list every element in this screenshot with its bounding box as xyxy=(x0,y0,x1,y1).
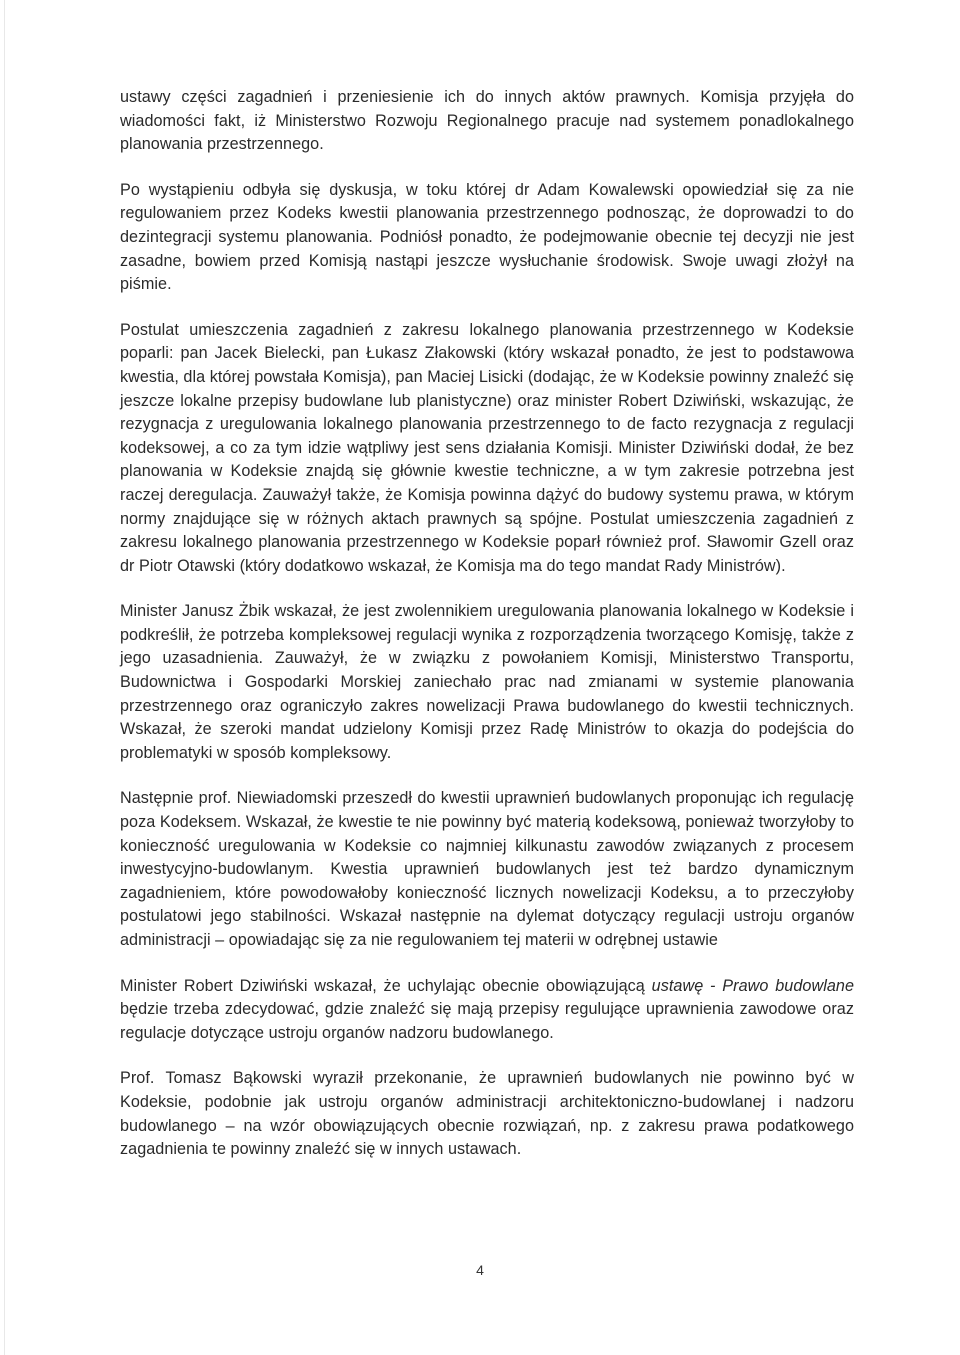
body-text xyxy=(120,86,854,1184)
paragraph-6-text-a: Minister Robert Dziwiński wskazał, że uchylając obecnie obowiązującą xyxy=(120,976,652,995)
paragraph-5 xyxy=(120,787,854,952)
paragraph-7-text: Prof. Tomasz Bąkowski wyraził przekonanie, że uprawnień budowlanych nie powinno być w Kodeksie, podobnie jak ustroju organów administracji architektoniczno-budowlanej i nadzoru budowlanego – na wzór obowiązujących obecnie rozwiązań, np. z zakresu prawa podatkowego zagadnienia te powinny znaleźć się w innych ustawach. xyxy=(120,1069,854,1159)
paragraph-4 xyxy=(120,600,854,765)
paragraph-7 xyxy=(120,1067,854,1161)
paragraph-2 xyxy=(120,179,854,297)
page-number: 4 xyxy=(476,1262,484,1278)
paragraph-6-text-b: będzie trzeba zdecydować, gdzie znaleźć się mają przepisy regulujące uprawnienia zawodowe oraz regulacje dotyczące ustroju organów nadzoru budowlanego. xyxy=(120,1000,854,1042)
paragraph-1-text: ustawy części zagadnień i przeniesienie ich do innych aktów prawnych. Komisja przyjęła do wiadomości fakt, iż Ministerstwo Rozwoju Regionalnego pracuje nad systemem ponadlokalnego planowania przestrzennego. xyxy=(120,88,854,154)
paragraph-5-text: Następnie prof. Niewiadomski przeszedł do kwestii uprawnień budowlanych proponując ich regulację poza Kodeksem. Wskazał, że kwestie te nie powinny być materią kodeksową, ponieważ tworzyłoby to konieczność uregulowania w Kodeksie co najmniej kilkunastu zawodów związanych z procesem inwestycyjno-budowlanym. Kwestia uprawnień budowlanych jest też bardzo dynamicznym zagadnieniem, które powodowałoby konieczność licznych nowelizacji Kodeksu, a to przeczyłoby postulatowi jego stabilności. Wskazał następnie na dylemat dotyczący regulacji ustroju organów administracji – opowiadając się za nie regulowaniem tej materii w odrębnej ustawie xyxy=(120,789,854,949)
paragraph-3 xyxy=(120,319,854,579)
paragraph-6 xyxy=(120,975,854,1046)
paragraph-2-text: Po wystąpieniu odbyła się dyskusja, w toku której dr Adam Kowalewski opowiedział się za nie regulowaniem przez Kodeks kwestii planowania przestrzennego podnosząc, że doprowadzi to do dezintegracji systemu planowania. Podniósł ponadto, że podejmowanie obecnie tej decyzji nie jest zasadne, bowiem przed Komisją nastąpi jeszcze wysłuchanie środowisk. Swoje uwagi złożył na piśmie. xyxy=(120,180,854,294)
scan-edge-line xyxy=(4,0,5,1355)
paragraph-6-italic-title: ustawę - Prawo budowlane xyxy=(651,976,854,995)
paragraph-1 xyxy=(120,86,854,157)
paragraph-3-text: Postulat umieszczenia zagadnień z zakresu lokalnego planowania przestrzennego w Kodeksie poparli: pan Jacek Bielecki, pan Łukasz Złakowski (który wskazał ponadto, że jest to podstawowa kwestia, dla której powstała Komisja), pan Maciej Lisicki (dodając, że w Kodeksie powinny znaleźć się jeszcze lokalne przepisy budowlane lub planistyczne) oraz minister Robert Dziwiński, wskazując, że rezygnacja z uregulowania lokalnego planowania przestrzennego to de facto rezygnacja z regulacji kodeksowej, a co za tym idzie wątpliwy jest sens działania Komisji. Minister Dziwiński dodał, że bez planowania w Kodeksie znajdą się głównie kwestie techniczne, a w tym zakresie potrzebna jest raczej deregulacja. Zauważył także, że Komisja powinna dążyć do budowy systemu prawa, w którym normy znajdujące się w różnych aktach prawnych są spójne. Postulat umieszczenia zagadnień z zakresu lokalnego planowania przestrzennego w Kodeksie poparł również prof. Sławomir Gzell oraz dr Piotr Otawski (który dodatkowo wskazał, że Komisja ma do tego mandat Rady Ministrów). xyxy=(120,320,854,575)
paragraph-4-text: Minister Janusz Żbik wskazał, że jest zwolennikiem uregulowania planowania lokalnego w Kodeksie i podkreślił, że potrzeba kompleksowej regulacji wynika z rozporządzenia tworzącego Komisję, także z jego uzasadnienia. Zauważył, że w związku z powołaniem Komisji, Ministerstwo Transportu, Budownictwa i Gospodarki Morskiej zaniechało prac nad zmianami w systemie planowania przestrzennego oraz ograniczyło zakres nowelizacji Prawa budowlanego do kwestii technicznych. Wskazał, że szeroki mandat udzielony Komisji przez Radę Ministrów to okazja do podejścia do problematyki w sposób kompleksowy. xyxy=(120,602,854,762)
